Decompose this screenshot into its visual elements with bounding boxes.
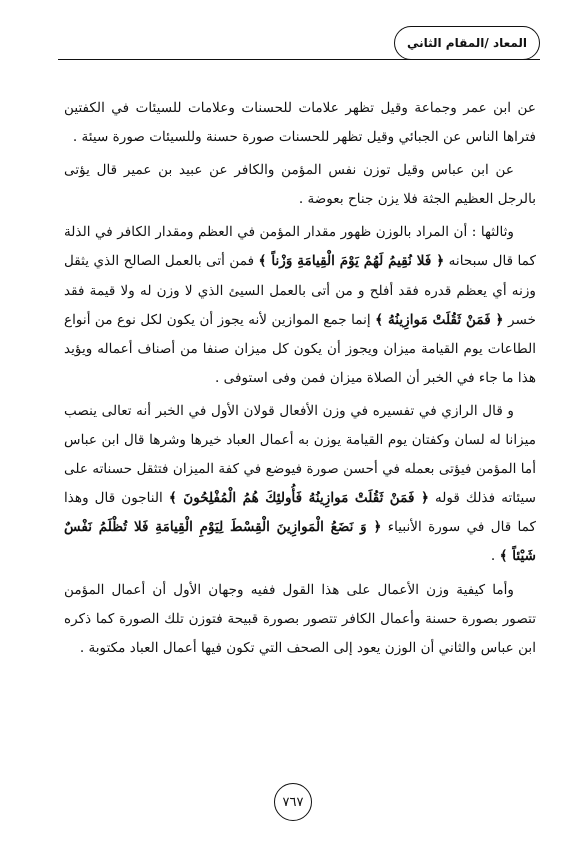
- paragraph-text: إنما جمع الموازين لأنه يجوز أن يكون لكل نوع من أنواع الطاعات يوم القيامة ميزان ويجوز أن يكون كل ميزان صنفا من أصناف أعماله ويؤيد هذا ما جاء في الخبر أن الصلاة ميزان فمن وفى استوفى .: [64, 311, 536, 386]
- paragraph: [64, 576, 536, 663]
- paragraph: [64, 156, 536, 214]
- running-header-title: المعاد /المقام الثاني: [406, 36, 528, 50]
- paragraph-text: وثالثها : أن المراد بالوزن ظهور مقدار المؤمن في العظم ومقدار الكافر في الذلة كما قال سبحانه: [64, 224, 536, 270]
- running-header: [394, 26, 540, 60]
- quran-verse: ﴿ فَمَنْ ثَقُلَتْ مَوازِينُهُ فَأُولئِكَ هُمُ الْمُفْلِحُونَ ﴾: [168, 490, 429, 507]
- paragraph-text: الناجون قال وهذا كما قال في سورة الأنبياء: [64, 490, 537, 536]
- paragraph-text: عن ابن عباس وقيل توزن نفس المؤمن والكافر عن عبيد بن عمير قال يؤتى بالرجل العظيم الجثة فلا يزن جناح بعوضة .: [64, 162, 536, 208]
- paragraph: [64, 94, 536, 152]
- paragraph: [64, 218, 536, 393]
- paragraph: [64, 397, 536, 572]
- quran-verse: ﴿ فَمَنْ ثَقُلَتْ مَوازِينُهُ ﴾: [375, 311, 504, 328]
- paragraph-text: وأما كيفية وزن الأعمال على هذا القول ففيه وجهان الأول أن أعمال المؤمن تتصور بصورة حسنة وأعمال الكافر تتصور بصورة قبيحة فتوزن تلك الصورة كما ذكره ابن عباس والثاني أن الوزن يعود إلى الصحف التي تكون فيها أعمال العباد مكتوبة .: [64, 581, 536, 656]
- header-rule: [58, 59, 540, 60]
- page-number-circle: [274, 783, 312, 821]
- body-text: [64, 94, 536, 663]
- paragraph-text: عن ابن عمر وجماعة وقيل تظهر علامات للحسنات وعلامات للسيئات في الكفتين فتراها الناس عن الجبائي وقيل تظهر للحسنات صورة حسنة وللسيئات صورة سيئة .: [64, 100, 536, 146]
- paragraph-text: .: [490, 548, 500, 565]
- paragraph-text: فمن أتى بالعمل الصالح الذي يثقل وزنه أي يعظم قدره فقد أفلح و من أتى بالعمل السيئ الذي لا وزن له ولا قيمة فقد خسر: [64, 253, 536, 328]
- paragraph-text: و قال الرازي في تفسيره في وزن الأفعال قولان الأول في الخبر أنه تعالى ينصب ميزانا له لسان وكفتان يوم القيامة يوزن به أعمال العباد خيرها وشرها قال ابن عباس أما المؤمن فيؤتى بعمله في أحسن صورة فيوضع في كفة الميزان فتثقل حسناته على سيئاته فذلك قوله: [64, 402, 536, 507]
- page-number: ٧٦٧: [282, 794, 304, 810]
- quran-verse: ﴿ وَ نَضَعُ الْمَوازِينَ الْقِسْطَ لِيَوْمِ الْقِيامَةِ فَلا تُظْلَمُ نَفْسٌ شَيْئاً ﴾: [64, 519, 536, 565]
- quran-verse: ﴿ فَلا نُقِيمُ لَهُمْ يَوْمَ الْقِيامَةِ وَزْناً ﴾: [258, 253, 445, 270]
